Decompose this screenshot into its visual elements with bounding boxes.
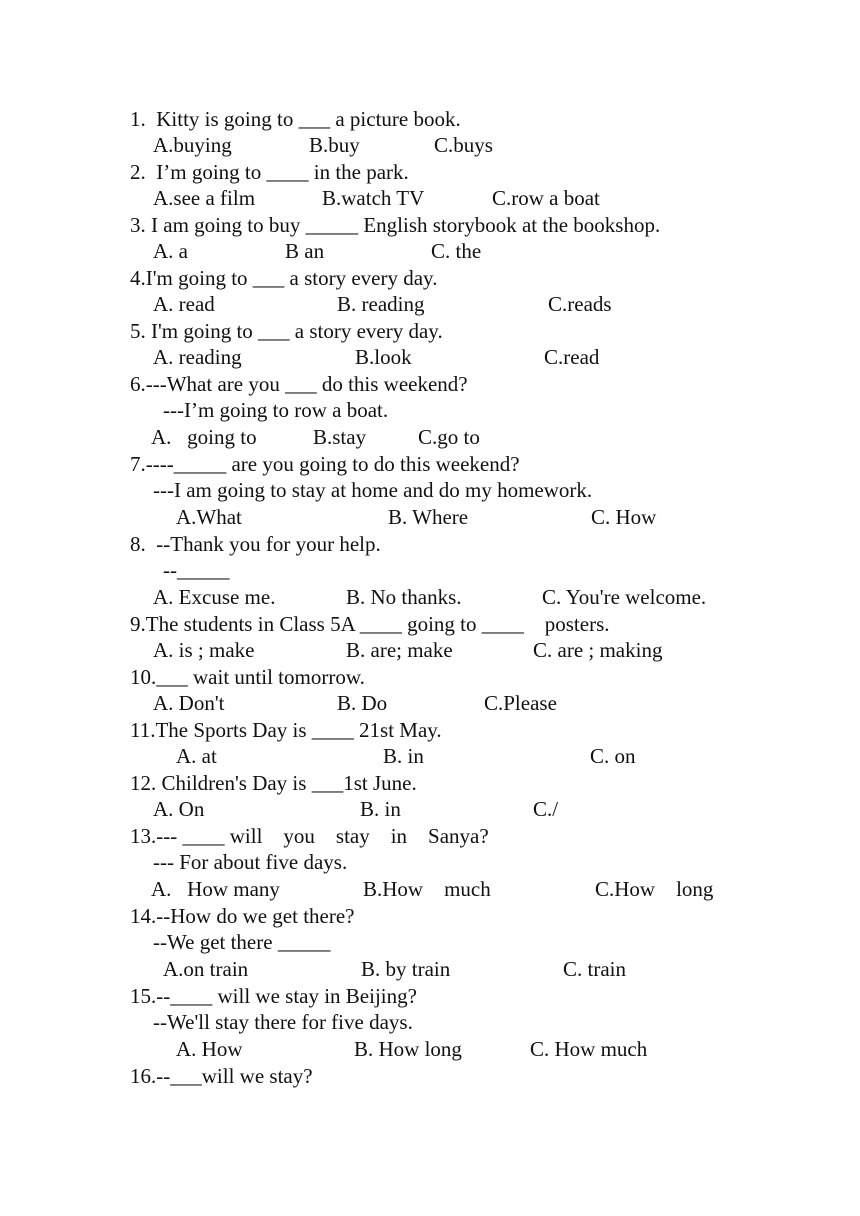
- question-11-option-a: A. at: [176, 744, 217, 768]
- question-5-option-c: C.read: [544, 345, 600, 369]
- question-7-option-a: A.What: [176, 505, 242, 529]
- question-9-stem: 9.The students in Class 5A ____ going to ____ posters.: [130, 612, 610, 636]
- question-10-option-a: A. Don't: [153, 691, 225, 715]
- question-14-option-a: A.on train: [163, 957, 249, 981]
- question-2-option-b: B.watch TV: [322, 186, 425, 210]
- question-11-option-b: B. in: [383, 744, 424, 768]
- question-7-stem: 7.----_____ are you going to do this weekend?: [130, 452, 520, 476]
- question-4-option-c: C.reads: [548, 292, 612, 316]
- question-9-option-c: C. are ; making: [533, 638, 663, 662]
- question-5-option-b: B.look: [355, 345, 412, 369]
- question-4-option-b: B. reading: [337, 292, 425, 316]
- question-15-option-b: B. How long: [354, 1037, 462, 1061]
- question-2-option-a: A.see a film: [153, 186, 256, 210]
- question-10-option-b: B. Do: [337, 691, 388, 715]
- question-6-option-c: C.go to: [418, 425, 480, 449]
- question-8-option-b: B. No thanks.: [346, 585, 462, 609]
- question-12-option-a: A. On: [153, 797, 205, 821]
- question-8-option-c: C. You're welcome.: [542, 585, 707, 609]
- question-8-option-a: A. Excuse me.: [153, 585, 276, 609]
- question-4-stem: 4.I'm going to ___ a story every day.: [130, 266, 438, 290]
- question-3-option-c: C. the: [431, 239, 482, 263]
- question-6-stem: 6.---What are you ___ do this weekend?: [130, 372, 468, 396]
- question-8-stem: 8. --Thank you for your help.: [130, 532, 381, 556]
- question-1-option-a: A.buying: [153, 133, 232, 157]
- question-14-option-b: B. by train: [361, 957, 451, 981]
- question-12-option-b: B. in: [360, 797, 401, 821]
- question-12-option-c: C./: [533, 797, 559, 821]
- question-1-option-b: B.buy: [309, 133, 360, 157]
- question-13-reply: --- For about five days.: [153, 850, 348, 874]
- question-15-option-a: A. How: [176, 1037, 243, 1061]
- question-15-option-c: C. How much: [530, 1037, 648, 1061]
- question-12-stem: 12. Children's Day is ___1st June.: [130, 771, 417, 795]
- question-7-option-b: B. Where: [388, 505, 469, 529]
- question-14-stem: 14.--How do we get there?: [130, 904, 355, 928]
- question-11-stem: 11.The Sports Day is ____ 21st May.: [130, 718, 442, 742]
- question-3-stem: 3. I am going to buy _____ English storybook at the bookshop.: [130, 213, 661, 237]
- question-7-reply: ---I am going to stay at home and do my homework.: [153, 478, 593, 502]
- question-5-stem: 5. I'm going to ___ a story every day.: [130, 319, 443, 343]
- question-11-option-c: C. on: [590, 744, 636, 768]
- question-1-option-c: C.buys: [434, 133, 493, 157]
- question-6-option-b: B.stay: [313, 425, 367, 449]
- question-13-stem: 13.--- ____ will you stay in Sanya?: [130, 824, 489, 848]
- question-9-option-a: A. is ; make: [153, 638, 255, 662]
- question-2-stem: 2. I’m going to ____ in the park.: [130, 160, 409, 184]
- question-2-option-c: C.row a boat: [492, 186, 600, 210]
- question-3-option-b: B an: [285, 239, 325, 263]
- question-8-reply: --_____: [163, 558, 230, 582]
- question-15-reply: --We'll stay there for five days.: [153, 1010, 413, 1034]
- question-13-option-c: C.How long: [595, 877, 714, 901]
- question-15-stem: 15.--____ will we stay in Beijing?: [130, 984, 417, 1008]
- question-7-option-c: C. How: [591, 505, 657, 529]
- question-10-option-c: C.Please: [484, 691, 557, 715]
- question-9-option-b: B. are; make: [346, 638, 453, 662]
- question-10-stem: 10.___ wait until tomorrow.: [130, 665, 365, 689]
- question-1-stem: 1. Kitty is going to ___ a picture book.: [130, 107, 461, 131]
- question-4-option-a: A. read: [153, 292, 215, 316]
- question-6-reply: ---I’m going to row a boat.: [163, 398, 389, 422]
- question-6-option-a: A. going to: [151, 425, 257, 449]
- question-13-option-a: A. How many: [151, 877, 280, 901]
- question-14-option-c: C. train: [563, 957, 626, 981]
- question-3-option-a: A. a: [153, 239, 188, 263]
- question-16-stem: 16.--___will we stay?: [130, 1064, 313, 1088]
- question-5-option-a: A. reading: [153, 345, 242, 369]
- question-13-option-b: B.How much: [363, 877, 491, 901]
- question-14-reply: --We get there _____: [153, 930, 331, 954]
